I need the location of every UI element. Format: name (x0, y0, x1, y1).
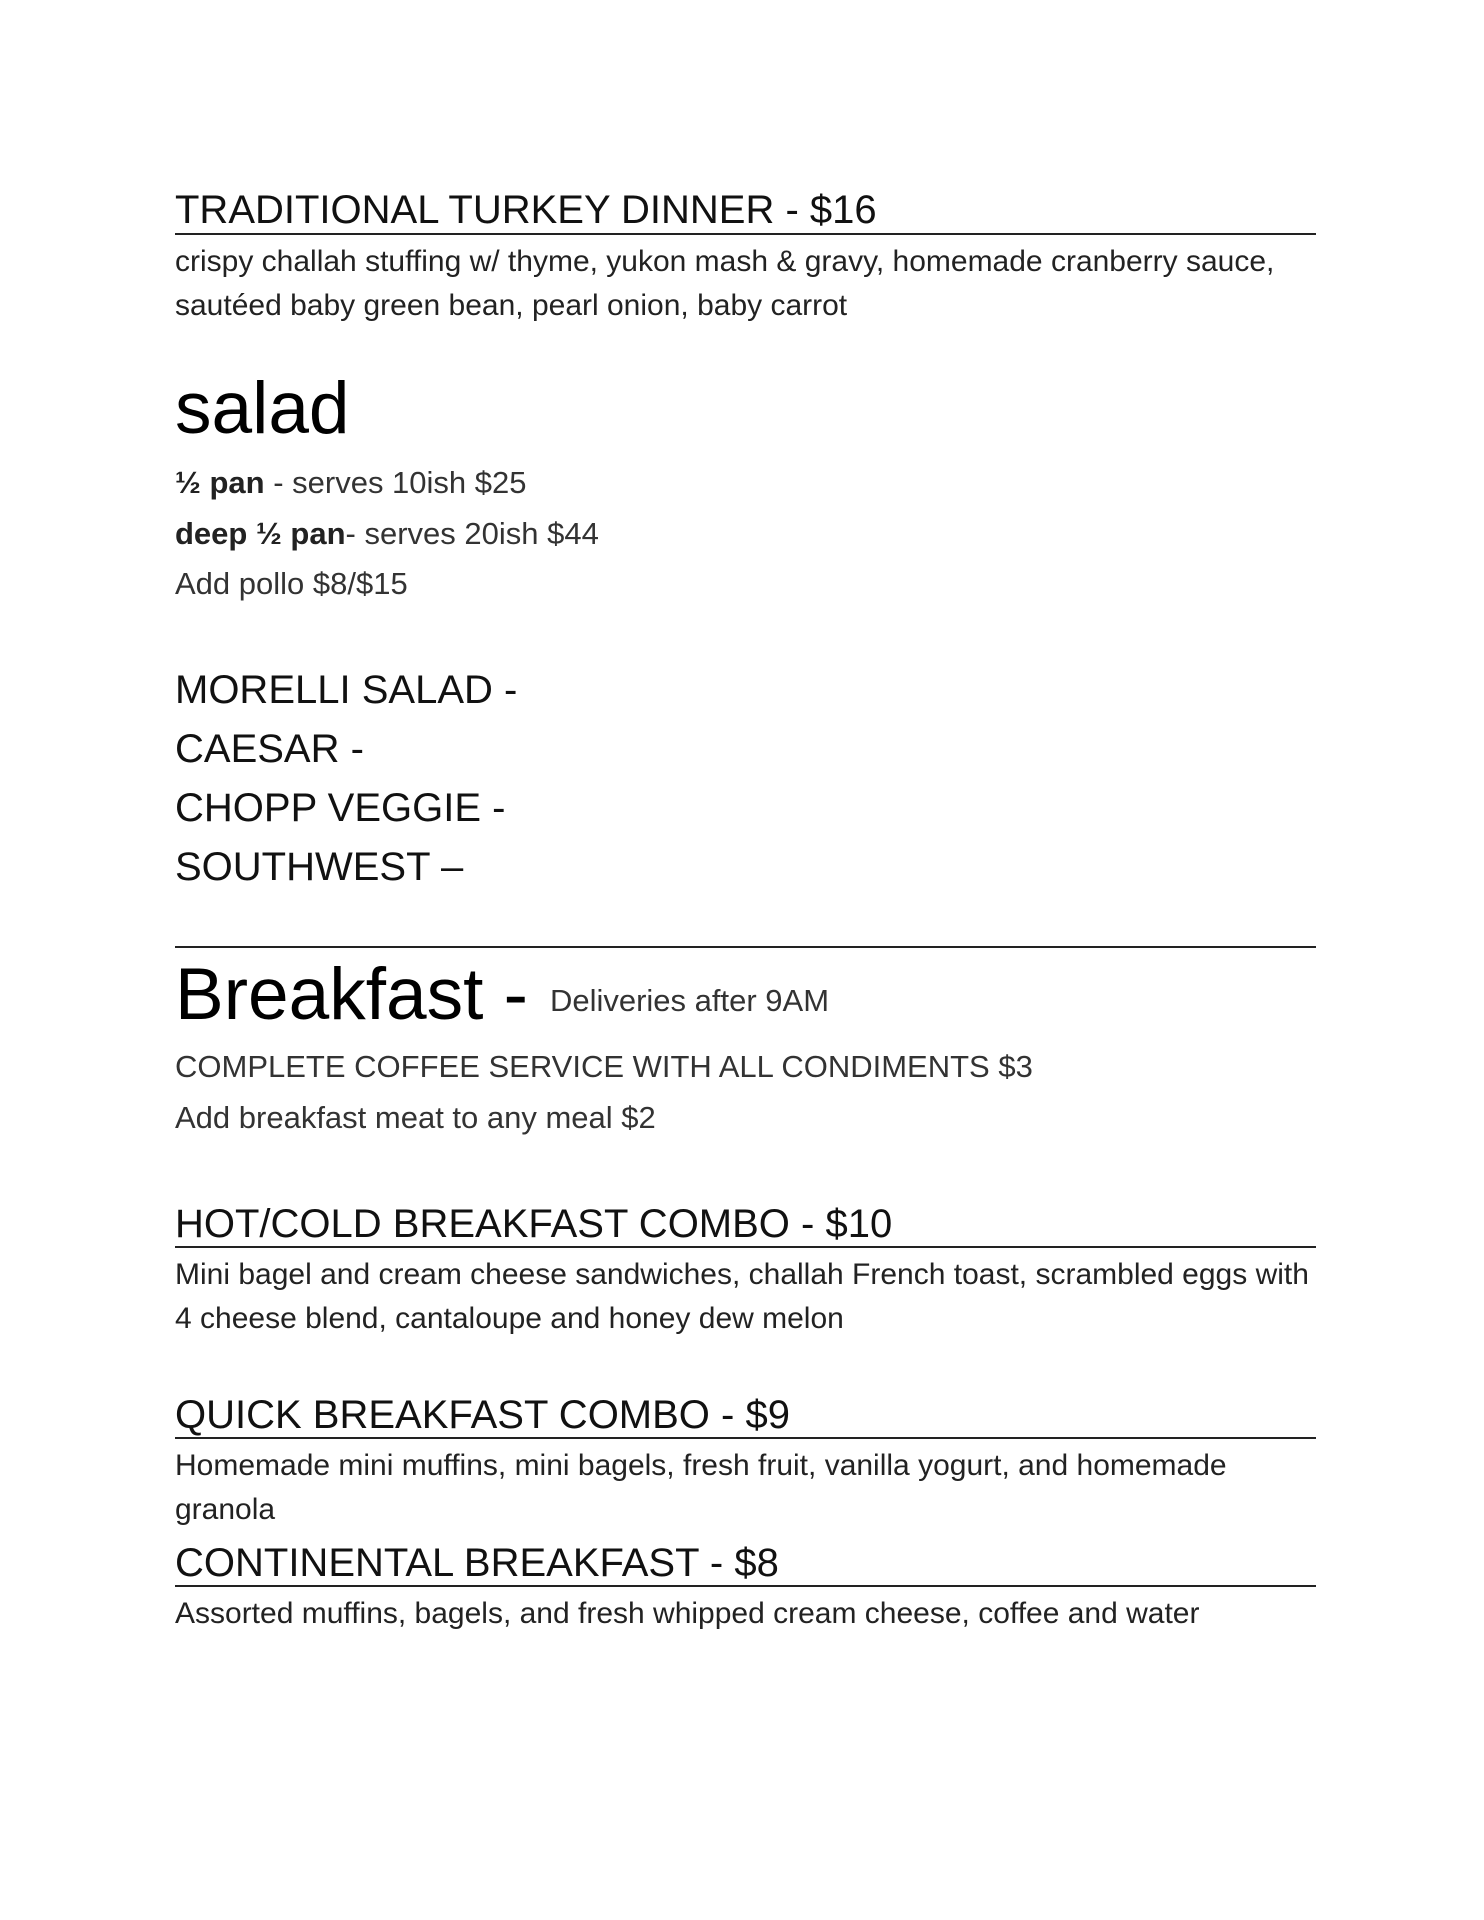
breakfast-meat-line: Add breakfast meat to any meal $2 (175, 1100, 656, 1135)
hot-cold-combo-rule (175, 1246, 1316, 1248)
salad-half-pan-label: ½ pan (175, 465, 265, 500)
salad-item-southwest: SOUTHWEST – (175, 845, 464, 889)
salad-half-pan-text: - serves 10ish $25 (264, 465, 527, 500)
salad-deep-half-pan-price (175, 518, 599, 549)
breakfast-section-rule (175, 946, 1316, 948)
continental-rule (175, 1585, 1316, 1587)
turkey-dinner-rule (175, 233, 1316, 235)
turkey-dinner-title: TRADITIONAL TURKEY DINNER - $16 (175, 188, 877, 232)
breakfast-heading: Breakfast - (175, 954, 528, 1035)
quick-combo-rule (175, 1437, 1316, 1439)
breakfast-delivery-note: Deliveries after 9AM (549, 983, 830, 1018)
continental-description: Assorted muffins, bagels, and fresh whipped cream cheese, coffee and water (175, 1597, 1200, 1630)
breakfast-heading-row (175, 954, 830, 1035)
turkey-dinner-description: crispy challah stuffing w/ thyme, yukon mash & gravy, homemade cranberry sauce, sautéed baby green bean, pearl onion, baby carrot (175, 245, 1275, 322)
salad-item-morelli: MORELLI SALAD - (175, 668, 518, 712)
salad-deep-half-pan-label: deep ½ pan (175, 516, 346, 551)
coffee-service-line: COMPLETE COFFEE SERVICE WITH ALL CONDIMENTS $3 (175, 1049, 1033, 1084)
salad-deep-half-pan-text: - serves 20ish $44 (345, 516, 599, 551)
salad-heading: salad (175, 368, 350, 449)
salad-item-chopp-veggie: CHOPP VEGGIE - (175, 786, 506, 830)
quick-combo-description: Homemade mini muffins, mini bagels, fresh fruit, vanilla yogurt, and homemade granola (175, 1449, 1227, 1526)
hot-cold-combo-description: Mini bagel and cream cheese sandwiches, challah French toast, scrambled eggs with 4 cheese blend, cantaloupe and honey dew melon (175, 1258, 1309, 1335)
continental-title: CONTINENTAL BREAKFAST - $8 (175, 1541, 779, 1585)
hot-cold-combo-title: HOT/COLD BREAKFAST COMBO - $10 (175, 1202, 893, 1246)
salad-add-pollo: Add pollo $8/$15 (175, 566, 408, 601)
salad-item-caesar: CAESAR - (175, 727, 364, 771)
quick-combo-title: QUICK BREAKFAST COMBO - $9 (175, 1393, 790, 1437)
salad-half-pan-price (175, 467, 527, 498)
